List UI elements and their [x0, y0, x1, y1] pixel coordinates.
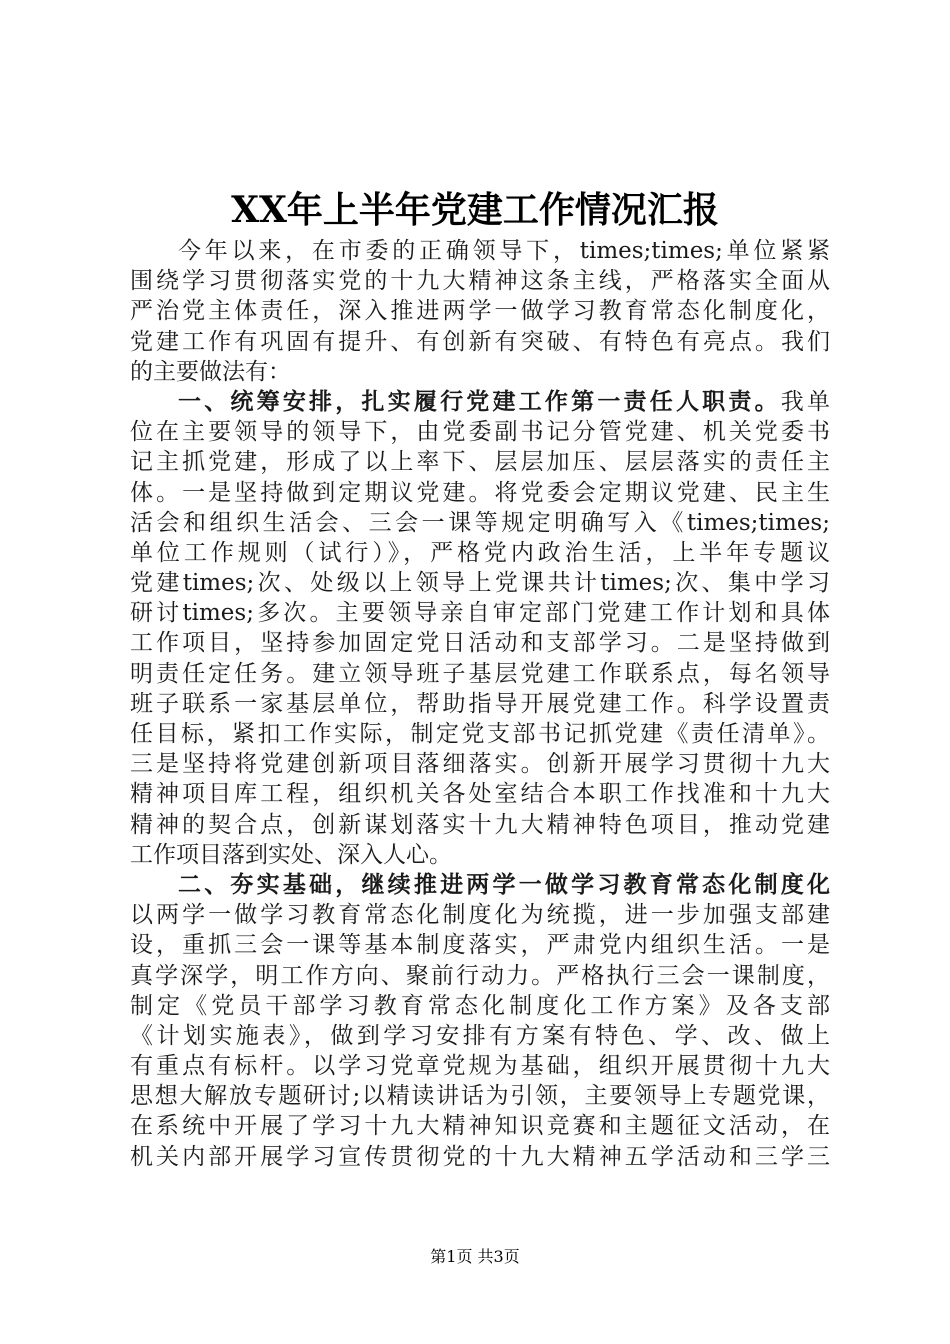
paragraph-line: 思想大解放专题研讨;以精读讲话为引领，主要领导上专题党课，: [130, 1083, 830, 1110]
paragraph-line: 真学深学，明工作方向、聚前行动力。严格执行三会一课制度，: [130, 962, 830, 989]
document-title: XX年上半年党建工作情况汇报: [231, 189, 719, 231]
paragraph-line: 记主抓党建，形成了以上率下、层层加压、层层落实的责任主: [130, 449, 830, 476]
paragraph-line: 三是坚持将党建创新项目落细落实。创新开展学习贯彻十九大: [130, 751, 830, 778]
paragraph-line: 党建times;次、处级以上领导上党课共计times;次、集中学习: [130, 570, 830, 597]
paragraph-line: 单位工作规则（试行）》，严格党内政治生活，上半年专题议: [130, 539, 830, 566]
paragraph-text: 我单: [780, 388, 831, 415]
page-footer: 第1页 共3页: [430, 1247, 520, 1266]
paragraph-line: 《计划实施表》，做到学习安排有方案有特色、学、改、做上: [130, 1022, 830, 1049]
paragraph-line: 位在主要领导的领导下，由党委副书记分管党建、机关党委书: [130, 419, 830, 446]
section-heading-line: [130, 870, 830, 900]
paragraph-line: 的主要做法有：: [130, 358, 291, 385]
paragraph-line: 在系统中开展了学习十九大精神知识竞赛和主题征文活动，在: [130, 1113, 830, 1140]
section-heading-2: 二、夯实基础，继续推进两学一做学习教育常态化制度化: [178, 870, 830, 898]
paragraph-line: 党建工作有巩固有提升、有创新有突破、有特色有亮点。我们: [130, 328, 830, 355]
paragraph-line: 制定《党员干部学习教育常态化制度化工作方案》及各支部: [130, 992, 830, 1019]
document-body: [130, 236, 830, 1172]
section-heading-line: [130, 387, 830, 417]
paragraph-line: 以两学一做学习教育常态化制度化为统揽，进一步加强支部建: [130, 902, 830, 929]
paragraph-line: 研讨times;多次。主要领导亲自审定部门党建工作计划和具体: [130, 600, 830, 627]
paragraph-line: 活会和组织生活会、三会一课等规定明确写入《times;times;: [130, 509, 830, 536]
paragraph-line: 明责任定任务。建立领导班子基层党建工作联系点，每名领导: [130, 660, 830, 687]
paragraph-line: 机关内部开展学习宣传贯彻党的十九大精神五学活动和三学三: [130, 1143, 830, 1170]
paragraph-line: 围绕学习贯彻落实党的十九大精神这条主线，严格落实全面从: [130, 268, 830, 295]
paragraph-line: 有重点有标杆。以学习党章党规为基础，组织开展贯彻十九大: [130, 1053, 830, 1080]
paragraph-line: 精神的契合点，创新谋划落实十九大精神特色项目，推动党建: [130, 811, 830, 838]
paragraph-line: 体。一是坚持做到定期议党建。将党委会定期议党建、民主生: [130, 479, 830, 506]
paragraph-line: 严治党主体责任，深入推进两学一做学习教育常态化制度化，: [130, 298, 830, 325]
paragraph-line: 班子联系一家基层单位，帮助指导开展党建工作。科学设置责: [130, 690, 830, 717]
section-heading-1: 一、统筹安排，扎实履行党建工作第一责任人职责。: [178, 387, 781, 415]
paragraph-line: 今年以来，在市委的正确领导下，times;times;单位紧紧: [178, 238, 830, 264]
paragraph-line: 精神项目库工程，组织机关各处室结合本职工作找准和十九大: [130, 781, 830, 808]
paragraph-line: 工作项目，坚持参加固定党日活动和支部学习。二是坚持做到: [130, 630, 830, 657]
paragraph-line: 工作项目落到实处、深入人心。: [130, 841, 452, 868]
paragraph-line: 任目标，紧扣工作实际，制定党支部书记抓党建《责任清单》。: [130, 721, 830, 747]
paragraph-line: 设，重抓三会一课等基本制度落实，严肃党内组织生活。一是: [130, 932, 830, 959]
